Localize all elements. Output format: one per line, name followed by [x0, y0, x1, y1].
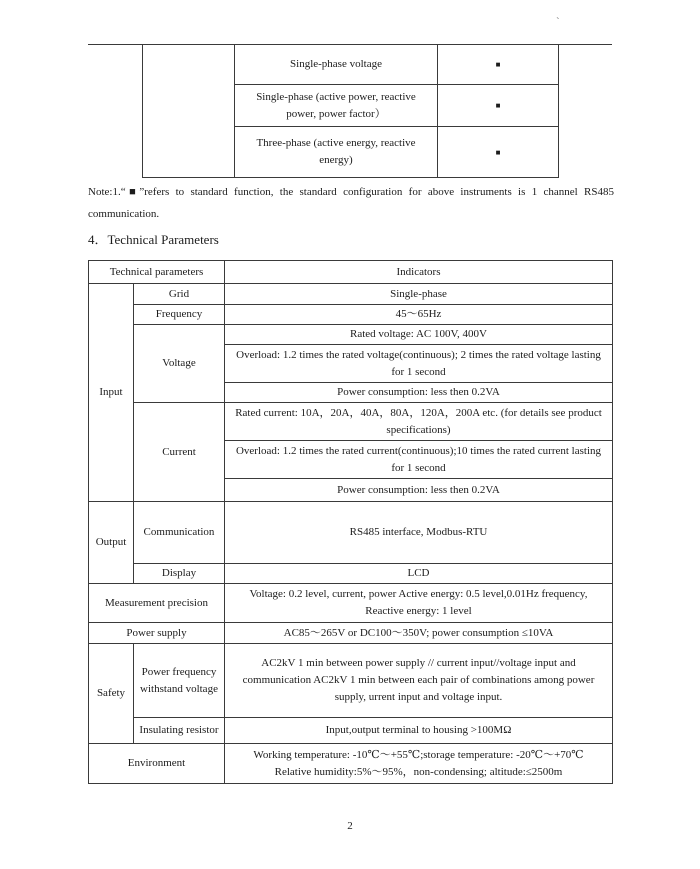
voltage-rated: Rated voltage: AC 100V, 400V [225, 325, 613, 345]
display-label: Display [134, 564, 225, 584]
table-row [89, 261, 613, 284]
empty-left-cell [143, 45, 235, 178]
table-row [89, 584, 613, 623]
communication-label: Communication [134, 502, 225, 564]
table-row [89, 305, 613, 325]
power-supply-label: Power supply [89, 623, 225, 644]
header-indicators: Indicators [225, 261, 613, 284]
standard-marker: ■ [438, 45, 559, 85]
feature-cell: Single-phase voltage [235, 45, 438, 85]
group-input: Input [89, 284, 134, 502]
withstand-label: Power frequency withstand voltage [134, 644, 225, 718]
precision-value: Voltage: 0.2 level, current, power Active energy: 0.5 level,0.01Hz frequency, Reactive energy: 1 level [225, 584, 613, 623]
grid-label: Grid [134, 284, 225, 305]
environment-line1: Working temperature: -10℃～+55℃;storage temperature: -20℃～+70℃ [253, 748, 584, 761]
voltage-overload: Overload: 1.2 times the rated voltage(continuous); 2 times the rated voltage lasting for 1 second [225, 345, 613, 383]
table-row [89, 284, 613, 305]
current-label: Current [134, 403, 225, 502]
feature-cell: Three-phase (active energy, reactive energy) [235, 127, 438, 178]
communication-value: RS485 interface, Modbus-RTU [225, 502, 613, 564]
withstand-value: AC2kV 1 min between power supply // current input//voltage input and communication AC2kV 1 min between each pair of combinations among power supply, urrent input and voltage input. [225, 644, 613, 718]
display-value: LCD [225, 564, 613, 584]
group-output: Output [89, 502, 134, 584]
table-row [89, 744, 613, 784]
current-rated: Rated current: 10A，20A，40A，80A，120A，200A etc. (for details see product specifications) [225, 403, 613, 441]
grid-value: Single-phase [225, 284, 613, 305]
environment-label: Environment [89, 744, 225, 784]
table-row [143, 45, 559, 85]
section-heading: 4．Technical Parameters [88, 232, 219, 247]
voltage-label: Voltage [134, 325, 225, 403]
tech-parameters-table [88, 260, 613, 784]
power-supply-value: AC85～265V or DC100～350V; power consumption ≤10VA [225, 623, 613, 644]
feature-cell: Single-phase (active power, reactive power, power factor） [235, 85, 438, 127]
table-row [89, 502, 613, 564]
environment-line2: Relative humidity:5%～95%，non-condensing; altitude:≤2500m [274, 765, 563, 778]
standard-marker: ■ [438, 127, 559, 178]
current-consumption: Power consumption: less then 0.2VA [225, 479, 613, 502]
table-row [89, 644, 613, 718]
voltage-consumption: Power consumption: less then 0.2VA [225, 383, 613, 403]
insulating-label: Insulating resistor [134, 718, 225, 744]
frequency-value: 45～65Hz [225, 305, 613, 325]
table-row [89, 564, 613, 584]
table-row [89, 623, 613, 644]
header-technical-parameters: Technical parameters [89, 261, 225, 284]
precision-label: Measurement precision [89, 584, 225, 623]
page-number: 2 [347, 820, 353, 832]
corner-mark: ` [556, 16, 560, 28]
group-safety: Safety [89, 644, 134, 744]
table-row [89, 718, 613, 744]
standard-marker: ■ [438, 85, 559, 127]
current-overload: Overload: 1.2 times the rated current(continuous);10 times the rated current lasting for 1 second [225, 441, 613, 479]
frequency-label: Frequency [134, 305, 225, 325]
function-table [142, 44, 559, 178]
table-row [89, 325, 613, 345]
table-row [89, 403, 613, 441]
environment-value [225, 744, 613, 784]
insulating-value: Input,output terminal to housing >100MΩ [225, 718, 613, 744]
note-text: Note:1.“■”refers to standard function, the standard configuration for above instruments is 1 channel RS485 communication. [88, 186, 614, 220]
